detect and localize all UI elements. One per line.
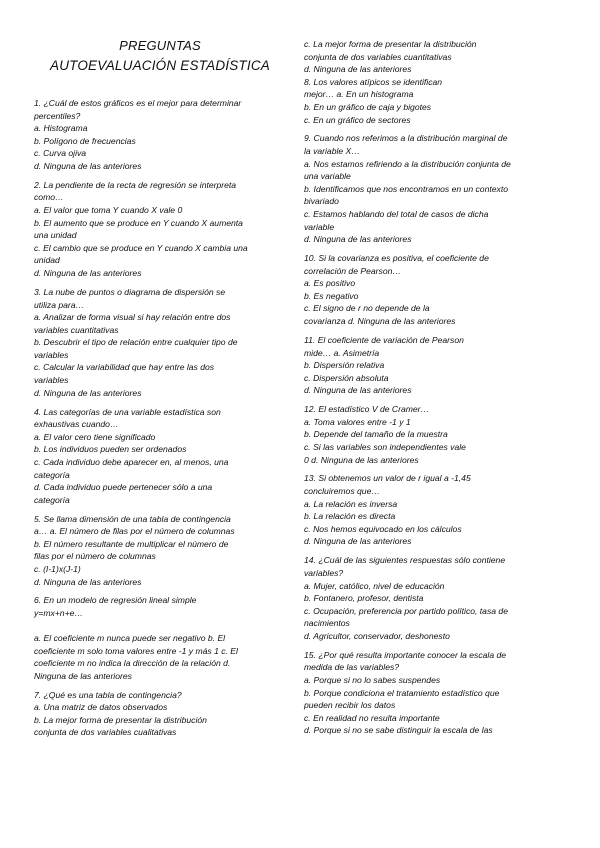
question-line: covarianza d. Ninguna de las anteriores: [304, 316, 456, 327]
question-block: [304, 252, 556, 328]
question-line: 12. El estadístico V de Cramer…: [304, 404, 430, 415]
question-line: a. El valor que toma Y cuando X vale 0: [34, 205, 183, 216]
question-line: exhaustivas cuando…: [34, 419, 119, 430]
question-line: 10. Si la covarianza es positiva, el coeficiente de: [304, 253, 489, 264]
question-line: c. En realidad no resulta importante: [304, 712, 440, 723]
question-line: coeficiente m no indica la dirección de la relación d.: [34, 658, 231, 669]
question-line: c. Dispersión absoluta: [304, 372, 389, 383]
question-line: concluiremos que…: [304, 486, 380, 497]
question-line: utiliza para…: [34, 299, 85, 310]
question-line: b. Polígono de frecuencias: [34, 135, 136, 146]
question-line: a. Analizar de forma visual si hay relación entre dos: [34, 312, 231, 323]
question-line: a. El coeficiente m nunca puede ser negativo b. El: [34, 632, 226, 643]
question-line: a. Nos estamos refiriendo a la distribución conjunta de: [304, 158, 511, 169]
question-line: a. El valor cero tiene significado: [34, 431, 156, 442]
question-line: bivariado: [304, 196, 339, 207]
question-line: 13. Si obtenemos un valor de r igual a -1,45: [304, 473, 471, 484]
question-line: variables: [34, 349, 69, 360]
question-block: [304, 472, 556, 548]
question-line: 6. En un modelo de regresión lineal simple: [34, 595, 197, 606]
question-line: medida de las variables?: [304, 662, 400, 673]
question-line: filas por el número de columnas: [34, 551, 156, 562]
question-line: a. Toma valores entre -1 y 1: [304, 416, 411, 427]
question-line: d. Ninguna de las anteriores: [304, 234, 412, 245]
question-line: mejor… a. En un histograma: [304, 89, 414, 100]
question-line: 11. El coeficiente de variación de Pearson: [304, 334, 464, 345]
question-block: [304, 649, 556, 737]
document-title-line-2: AUTOEVALUACIÓN ESTADÍSTICA: [49, 58, 270, 73]
question-line: b. En un gráfico de caja y bigotes: [304, 101, 432, 112]
question-line: b. El aumento que se produce en Y cuando X aumenta: [34, 217, 243, 228]
question-line: correlación de Pearson…: [304, 265, 401, 276]
question-line: 5. Se llama dimensión de una tabla de contingencia: [34, 513, 231, 524]
question-line: b. Fontanero, profesor, dentista: [304, 593, 424, 604]
question-line: c. Estamos hablando del total de casos de dicha: [304, 209, 489, 220]
question-block: [34, 406, 286, 507]
question-block: [34, 594, 286, 625]
right-column: [304, 38, 556, 743]
question-line: c. El signo de r no depende de la: [304, 303, 430, 314]
question-line: c. Cada individuo debe aparecer en, al menos, una: [34, 456, 229, 467]
question-line: a. Porque si no lo sabes suspendes: [304, 674, 441, 685]
question-line: c. Si las variables son independientes vale: [304, 442, 466, 452]
question-line: b. Es negativo: [304, 290, 359, 301]
question-line: categoría: [34, 494, 70, 505]
question-block: [34, 632, 286, 682]
question-line: 14. ¿Cuál de las siguientes respuestas sólo contiene: [304, 555, 506, 566]
question-line: una unidad: [34, 230, 77, 241]
question-line: d. Ninguna de las anteriores: [304, 536, 412, 547]
question-line: a. Histograma: [34, 123, 88, 134]
question-line: b. Porque condiciona el tratamiento estadístico que: [304, 687, 500, 698]
question-line: 4. Las categorías de una variable estadística son: [34, 406, 221, 417]
question-line: d. Porque si no se sabe distinguir la escala de las: [304, 725, 493, 736]
question-line: c. Curva ojiva: [34, 148, 87, 159]
question-line: 2. La pendiente de la recta de regresión se interpreta: [34, 179, 237, 190]
question-line: c. La mejor forma de presentar la distribución: [304, 39, 477, 49]
question-line: a… a. El número de filas por el número de columnas: [34, 526, 235, 537]
question-block: [34, 179, 286, 280]
question-line: d. Agricultor, conservador, deshonesto: [304, 630, 450, 641]
question-line: a. Mujer, católico, nivel de educación: [304, 580, 445, 591]
question-line: conjunta de dos variables cuantitativas: [304, 51, 452, 62]
question-line: y=mx+n+e…: [34, 608, 83, 619]
question-block: [304, 554, 556, 642]
question-block: [304, 403, 556, 466]
question-line: d. Ninguna de las anteriores: [34, 387, 142, 398]
document-title-line-1: PREGUNTAS: [119, 38, 201, 53]
question-line: b. Dispersión relativa: [304, 360, 385, 371]
question-line: b. Depende del tamaño de la muestra: [304, 429, 448, 440]
question-line: b. La mejor forma de presentar la distribución: [34, 714, 207, 725]
question-line: Ninguna de las anteriores: [34, 670, 132, 681]
question-line: c. En un gráfico de sectores: [304, 114, 411, 125]
question-line: d. Ninguna de las anteriores: [34, 268, 142, 279]
question-line: 8. Los valores atípicos se identifican: [304, 76, 443, 87]
left-column: [34, 97, 286, 745]
question-line: c. Calcular la variabilidad que hay entre las dos: [34, 362, 215, 373]
question-line: variables?: [304, 567, 344, 578]
question-block: [34, 689, 286, 739]
question-line: 0 d. Ninguna de las anteriores: [304, 454, 419, 465]
question-line: coeficiente m solo toma valores entre -1 y más 1 c. El: [34, 645, 238, 656]
question-line: como…: [34, 192, 64, 203]
question-line: c. Ocupación, preferencia por partido político, tasa de: [304, 605, 508, 616]
question-line: c. Nos hemos equivocado en los cálculos: [304, 523, 462, 534]
spacer: [34, 620, 286, 626]
question-block: [34, 513, 286, 589]
question-line: una variable: [304, 171, 351, 182]
question-line: d. Cada individuo puede pertenecer sólo a una: [34, 482, 213, 493]
question-line: categoría: [34, 469, 70, 480]
question-line: c. El cambio que se produce en Y cuando X cambia una: [34, 242, 248, 253]
question-line: d. Ninguna de las anteriores: [34, 160, 142, 171]
question-line: conjunta de dos variables cualitativas: [34, 727, 177, 738]
question-line: la variable X…: [304, 146, 360, 157]
question-line: 3. La nube de puntos o diagrama de dispersión se: [34, 286, 226, 297]
question-line: unidad: [34, 255, 60, 266]
question-line: d. Ninguna de las anteriores: [34, 576, 142, 587]
question-line: 1. ¿Cuál de estos gráficos es el mejor para determinar: [34, 98, 242, 108]
question-block: [34, 286, 286, 399]
question-line: nacimientos: [304, 618, 350, 629]
question-line: variables cuantitativas: [34, 324, 119, 335]
question-line: 7. ¿Qué es una tabla de contingencia?: [34, 689, 182, 700]
question-line: variable: [304, 221, 335, 232]
question-line: a. Es positivo: [304, 278, 356, 289]
question-line: 15. ¿Por qué resulta importante conocer la escala de: [304, 649, 507, 660]
question-line: b. Identificamos que nos encontramos en un contexto: [304, 183, 508, 194]
question-line: 9. Cuando nos referimos a la distribución marginal de: [304, 133, 508, 144]
question-line: mide… a. Asimetría: [304, 347, 380, 358]
question-line: d. Ninguna de las anteriores: [304, 385, 412, 396]
question-block: [304, 132, 556, 245]
question-block: [34, 97, 286, 173]
question-block: [304, 38, 556, 126]
question-line: b. El número resultante de multiplicar el número de: [34, 538, 229, 549]
question-line: b. Los individuos pueden ser ordenados: [34, 444, 187, 455]
question-line: c. (I-1)x(J-1): [34, 563, 81, 574]
question-line: a. Una matriz de datos observados: [34, 702, 168, 713]
question-line: pueden recibir los datos: [304, 700, 396, 711]
question-line: b. La relación es directa: [304, 511, 396, 522]
question-line: a. La relación es inversa: [304, 498, 398, 509]
question-line: d. Ninguna de las anteriores: [304, 64, 412, 75]
question-line: variables: [34, 375, 69, 386]
question-line: b. Descubrir el tipo de relación entre cualquier tipo de: [34, 337, 238, 348]
question-block: [304, 334, 556, 397]
question-line: percentiles?: [34, 110, 81, 121]
